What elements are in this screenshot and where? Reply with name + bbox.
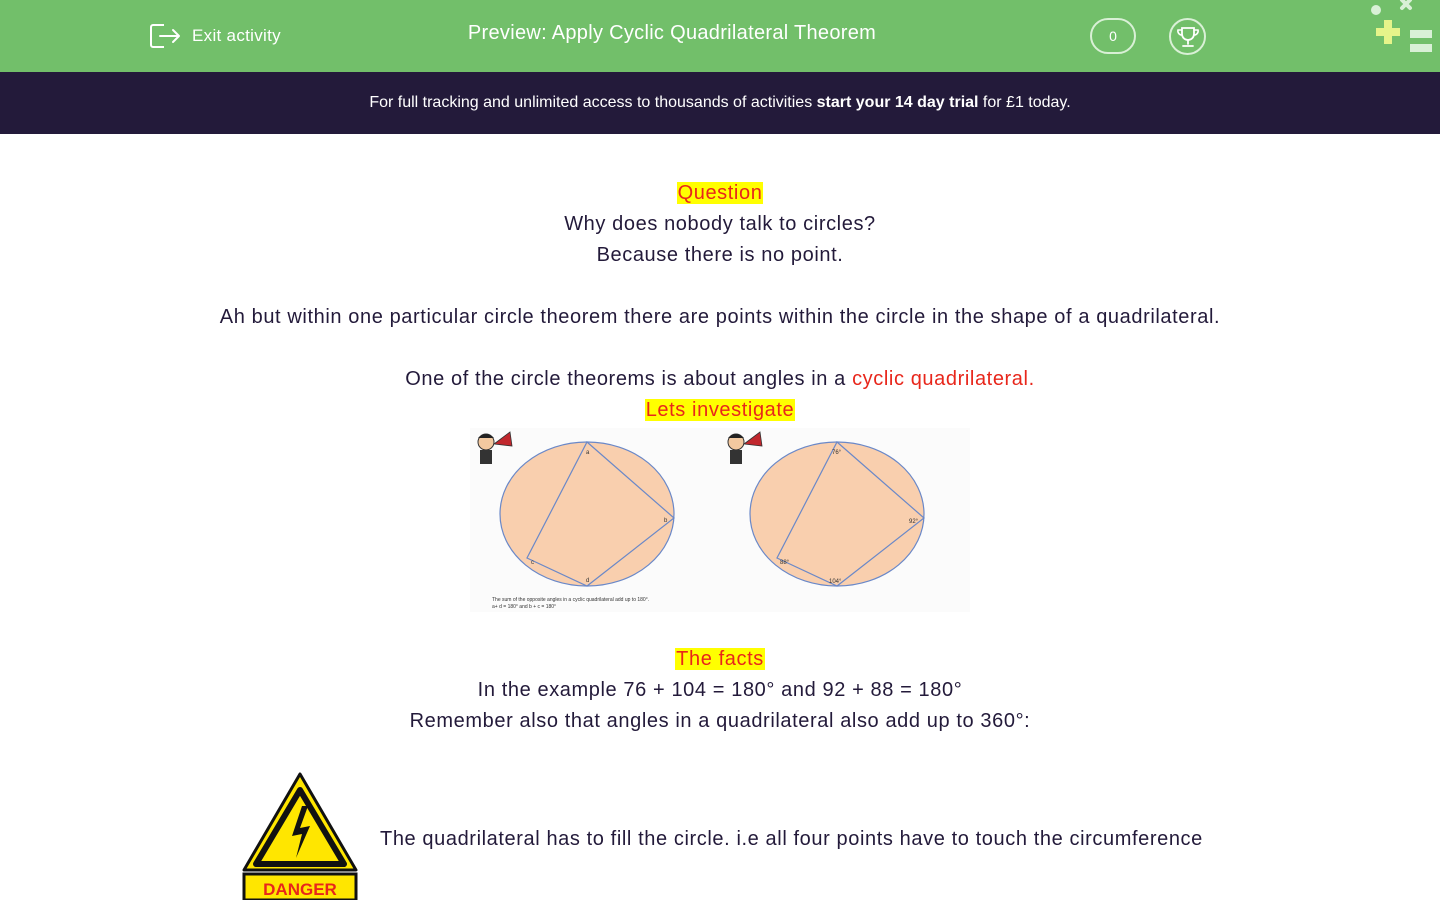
exit-icon bbox=[148, 21, 182, 51]
score-counter: 0 bbox=[1090, 18, 1136, 54]
banner-text-before: For full tracking and unlimited access to thousands of activities bbox=[369, 94, 817, 111]
page-title: Preview: Apply Cyclic Quadrilateral Theorem bbox=[467, 22, 877, 44]
question-label: Question bbox=[677, 182, 763, 204]
facts-line-2: Remember also that angles in a quadrilateral also add up to 360°: bbox=[409, 710, 1031, 732]
top-bar bbox=[0, 0, 1440, 72]
facts-label: The facts bbox=[676, 648, 764, 670]
angle-label-d: d bbox=[586, 578, 590, 584]
angle-label-c: c bbox=[531, 560, 534, 566]
angle-label-104: 104° bbox=[829, 579, 842, 585]
trial-banner bbox=[0, 72, 1440, 134]
angle-label-76: 76° bbox=[832, 450, 842, 456]
trial-link[interactable]: start your 14 day trial bbox=[816, 94, 979, 111]
intro-paragraph: Ah but within one particular circle theorem there are points within the circle in the shape of a quadrilateral. bbox=[219, 306, 1221, 328]
warning-text: The quadrilateral has to fill the circle. i.e all four points have to touch the circumference bbox=[380, 828, 1203, 850]
diagram-caption-2: a+ d = 180° and b + c = 180° bbox=[492, 604, 557, 610]
trophy-icon bbox=[1176, 26, 1200, 48]
diagram-caption-1: The sum of the opposite angles in a cyclic quadrilateral add up to 180°. bbox=[492, 597, 650, 603]
cyclic-quadrilateral-diagram bbox=[470, 428, 970, 612]
professor-icon bbox=[728, 432, 762, 464]
trophy-button[interactable] bbox=[1169, 18, 1206, 55]
danger-sign-icon bbox=[240, 770, 360, 900]
brand-logo bbox=[1364, 0, 1440, 60]
banner-text-after: for £1 today. bbox=[978, 94, 1071, 111]
exit-activity-label: Exit activity bbox=[192, 26, 281, 45]
angle-label-92: 92° bbox=[909, 519, 919, 525]
theorem-text: One of the circle theorems is about angles in a bbox=[405, 368, 853, 390]
investigate-label: Lets investigate bbox=[645, 399, 795, 421]
cyclic-quadrilateral-term: cyclic quadrilateral. bbox=[852, 368, 1035, 390]
professor-icon bbox=[478, 432, 512, 464]
danger-sign-text: DANGER bbox=[263, 880, 337, 899]
angle-label-b: b bbox=[664, 518, 668, 524]
angle-label-88: 88° bbox=[780, 560, 790, 566]
theorem-paragraph bbox=[0, 364, 1440, 395]
facts-line-1: In the example 76 + 104 = 180° and 92 + 88 = 180° bbox=[477, 679, 963, 701]
angle-label-a: a bbox=[586, 450, 590, 456]
joke-question: Why does nobody talk to circles? bbox=[564, 213, 876, 235]
lesson-content bbox=[0, 178, 1440, 426]
facts-section bbox=[0, 644, 1440, 737]
joke-answer: Because there is no point. bbox=[596, 244, 844, 266]
exit-activity-button[interactable] bbox=[148, 20, 281, 52]
